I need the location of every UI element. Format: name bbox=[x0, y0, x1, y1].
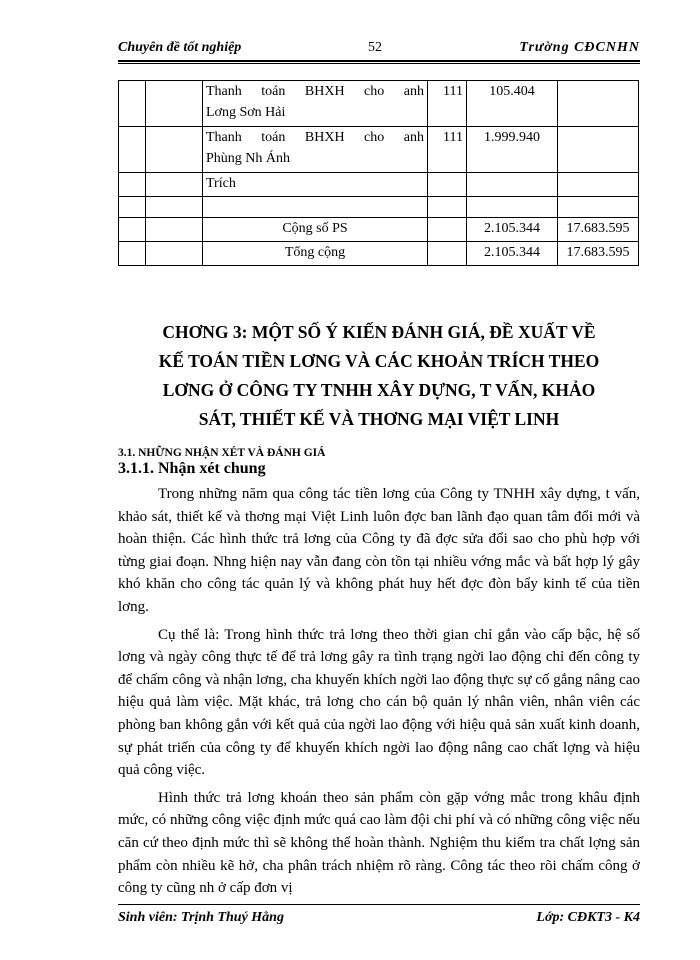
body-text bbox=[118, 483, 640, 905]
paragraph: Trong những năm qua công tác tiền lơng của Công ty TNHH xây dựng, t vấn, khảo sát, thiết kế và thơng mại Việt Linh luôn đợc ban lãnh đạo quan tâm đổi mới và hoàn thiện. Các hình thức trả lơng của Công ty đã đợc sửa đổi sao cho phù hợp với từng giai đoạn. Nhng hiện nay vẫn đang còn tồn tại nhiều vớng mắc và bất hợp lý gây khó khăn cho công tác quản lý và không phát huy hết đợc đòn bẩy kinh tế của tiền lơng. bbox=[118, 486, 640, 615]
row-debit: 2.105.344 bbox=[467, 218, 558, 242]
row-description: Tổng cộng bbox=[203, 242, 428, 266]
footer-student: Sinh viên: Trịnh Thuý Hằng bbox=[118, 910, 284, 925]
paragraph: Hình thức trả lơng khoán theo sản phẩm còn gặp vớng mắc trong khâu định mức, có những công việc định mức quá cao làm đội chi phí và có những công việc nếu căn cứ theo định mức thì sẽ không thể hoàn thành. Nghiệm thu kiểm tra chất lợng sản phẩm còn nhiều kẽ hở, cha phân trách nhiệm rõ ràng. Công tác theo rõi chấm công ở công ty cũng nh ở cấp đơn vị bbox=[118, 789, 640, 897]
paragraph: Cụ thể là: Trong hình thức trả lơng theo thời gian chỉ gắn vào cấp bậc, hệ số lơng và ngày công thực tế để trả lơng gây ra tình trạng ngời lao động chỉ đến công ty để chấm công và nhận lơng, cha khuyến khích ngời lao động thực sự cố gắng nâng cao hiệu quả làm việc. Mặt khác, trả lơng cho cán bộ quản lý nhân viên, nhân viên các phòng ban không gắn với kết quả của ngời lao động với hiệu quả sản xuất kinh doanh, sự phát triển của công ty để khuyến khích ngời lao động nâng cao chất lợng và hiệu quả công việc. bbox=[118, 626, 640, 779]
ledger-table bbox=[118, 80, 639, 266]
footer-rule bbox=[118, 904, 640, 905]
row-description bbox=[203, 197, 428, 218]
row-credit bbox=[558, 197, 639, 218]
page-header bbox=[118, 38, 640, 62]
page-footer bbox=[118, 910, 640, 930]
header-page-number: 52 bbox=[368, 40, 382, 55]
row-description: Cộng số PS bbox=[203, 218, 428, 242]
row-credit bbox=[558, 173, 639, 197]
header-rule bbox=[118, 60, 640, 62]
row-debit bbox=[467, 173, 558, 197]
row-debit: 1.999.940 bbox=[467, 127, 558, 173]
row-account bbox=[428, 242, 467, 266]
row-credit: 17.683.595 bbox=[558, 242, 639, 266]
row-account: 111 bbox=[428, 81, 467, 127]
header-doc-title: Chuyên đề tốt nghiệp bbox=[118, 40, 242, 55]
row-description: Trích bbox=[203, 173, 428, 197]
chapter-title: CHƠNG 3: MỘT SỐ Ý KIẾN ĐÁNH GIÁ, ĐỀ XUẤT VỀ KẾ TOÁN TIỀN LƠNG VÀ CÁC KHOẢN TRÍCH THEO LƠNG Ở CÔNG TY TNHH XÂY DỰNG, T VẤN, KHẢO SÁT, THIẾT KẾ VÀ THƠNG MẠI VIỆT LINH bbox=[158, 322, 600, 429]
row-account bbox=[428, 197, 467, 218]
row-debit: 2.105.344 bbox=[467, 242, 558, 266]
row-debit bbox=[467, 197, 558, 218]
subsection-heading: 3.1.1. Nhận xét chung bbox=[118, 460, 266, 477]
row-credit bbox=[558, 127, 639, 173]
footer-class: Lớp: CĐKT3 - K4 bbox=[536, 910, 640, 925]
row-description: Thanh toán BHXH cho anh Lơng Sơn Hải bbox=[203, 81, 428, 127]
row-account: 111 bbox=[428, 127, 467, 173]
table-row bbox=[119, 81, 639, 127]
section-heading: 3.1. NHỮNG NHẬN XÉT VÀ ĐÁNH GIÁ bbox=[118, 447, 326, 459]
header-rule-thin bbox=[118, 63, 640, 64]
table-row bbox=[119, 173, 639, 197]
row-debit: 105.404 bbox=[467, 81, 558, 127]
header-school: Trường CĐCNHN bbox=[519, 40, 640, 55]
row-account bbox=[428, 218, 467, 242]
table-row bbox=[119, 242, 639, 266]
table-row bbox=[119, 197, 639, 218]
row-credit: 17.683.595 bbox=[558, 218, 639, 242]
row-account bbox=[428, 173, 467, 197]
table-row bbox=[119, 218, 639, 242]
row-credit bbox=[558, 81, 639, 127]
table-row bbox=[119, 127, 639, 173]
row-description: Thanh toán BHXH cho anh Phùng Nh Ánh bbox=[203, 127, 428, 173]
